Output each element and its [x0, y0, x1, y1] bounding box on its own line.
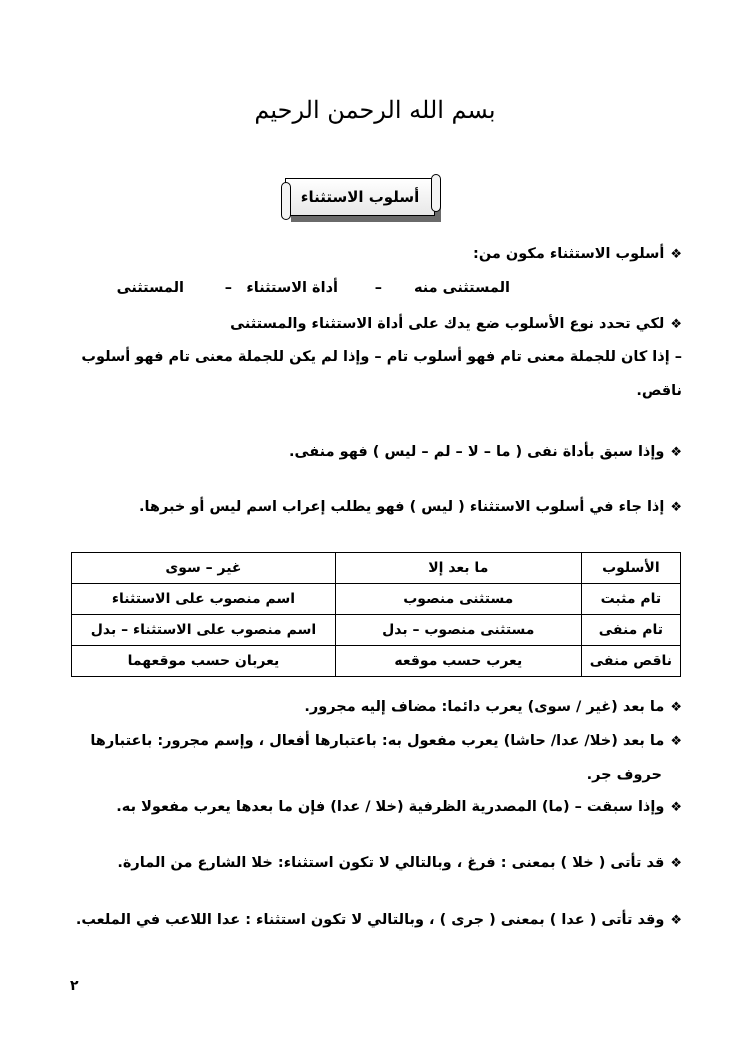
rule-negation-line: ❖وإذا سبق بأداة نفى ( ما – لا – لم – ليس ) فهو منفى. — [289, 444, 682, 460]
rule-ma-line: ❖وإذا سبقت – (ما) المصدرية الظرفية (خلا / عدا) فإن ما بعدها يعرب مفعولا به. — [116, 799, 682, 815]
rule-khala-line-2: حروف جر. — [586, 767, 662, 783]
table-cell: اسم منصوب على الاستثناء — [72, 584, 336, 615]
part-mustathna: المستثنى — [116, 280, 184, 296]
table-row — [72, 646, 681, 677]
rule-complete-line-2: ناقص. — [636, 383, 682, 399]
bullet-icon: ❖ — [670, 500, 682, 515]
table-header-cell: الأسلوب — [581, 553, 680, 584]
rule-complete-line-1: – إذا كان للجملة معنى تام فهو أسلوب تام – وإذا لم يكن للجملة معنى تام فهو أسلوب — [81, 349, 682, 365]
table-row — [72, 584, 681, 615]
rule-khala-verb-line: ❖قد تأتى ( خلا ) بمعنى : فرغ ، وبالتالي لا تكون استثناء: خلا الشارع من المارة. — [117, 855, 682, 871]
basmala-heading: بسم الله الرحمن الرحيم — [254, 96, 496, 124]
part-dash-1: – — [374, 280, 382, 296]
bullet-icon: ❖ — [670, 317, 682, 332]
table-header-cell: غير – سوى — [72, 553, 336, 584]
scroll-curl-right — [431, 174, 441, 212]
bullet-icon: ❖ — [670, 856, 682, 871]
bullet-icon: ❖ — [670, 800, 682, 815]
table-header-cell: ما بعد إلا — [335, 553, 581, 584]
bullet-icon: ❖ — [670, 700, 682, 715]
scroll-curl-left — [281, 182, 291, 220]
rule-khala-line-1: ❖ما بعد (خلا/ عدا/ حاشا) يعرب مفعول به: باعتبارها أفعال ، وإسم مجرور: باعتبارها — [90, 733, 682, 749]
bullet-icon: ❖ — [670, 247, 682, 262]
part-dash-2: – — [224, 280, 232, 296]
part-mustathna-minhu: المستثنى منه — [413, 280, 510, 296]
rule-laysa-line: ❖إذا جاء في أسلوب الاستثناء ( ليس ) فهو يطلب إعراب اسم ليس أو خبرها. — [138, 499, 682, 515]
table-cell: تام مثبت — [581, 584, 680, 615]
table-cell: يعرب حسب موقعه — [335, 646, 581, 677]
page-title: أسلوب الاستثناء — [285, 178, 435, 216]
table-cell: تام منفى — [581, 615, 680, 646]
table-cell: يعربان حسب موقعهما — [72, 646, 336, 677]
table-cell: مستثنى منصوب – بدل — [335, 615, 581, 646]
table-cell: مستثنى منصوب — [335, 584, 581, 615]
table-cell: ناقص منفى — [581, 646, 680, 677]
rule-ghair-line: ❖ما بعد (غير / سوى) يعرب دائما: مضاف إليه مجرور. — [304, 699, 682, 715]
table-row — [72, 615, 681, 646]
rule-ada-verb-line: ❖وقد تأتى ( عدا ) بمعنى ( جرى ) ، وبالتالي لا تكون استثناء : عدا اللاعب في الملعب. — [75, 912, 682, 928]
table-cell: اسم منصوب على الاستثناء – بدل — [72, 615, 336, 646]
bullet-icon: ❖ — [670, 734, 682, 749]
intro-line: ❖أسلوب الاستثناء مكون من: — [473, 246, 682, 262]
exception-table — [71, 552, 681, 677]
rule-determine-line: ❖لكي تحدد نوع الأسلوب ضع يدك على أداة الاستثناء والمستثنى — [230, 316, 682, 332]
structure-parts — [0, 280, 750, 302]
page-number: ٢ — [70, 978, 79, 994]
title-scroll-banner — [285, 178, 445, 224]
bullet-icon: ❖ — [670, 913, 682, 928]
table-header-row — [72, 553, 681, 584]
bullet-icon: ❖ — [670, 445, 682, 460]
part-adat-istithna: أداة الاستثناء — [246, 280, 338, 296]
